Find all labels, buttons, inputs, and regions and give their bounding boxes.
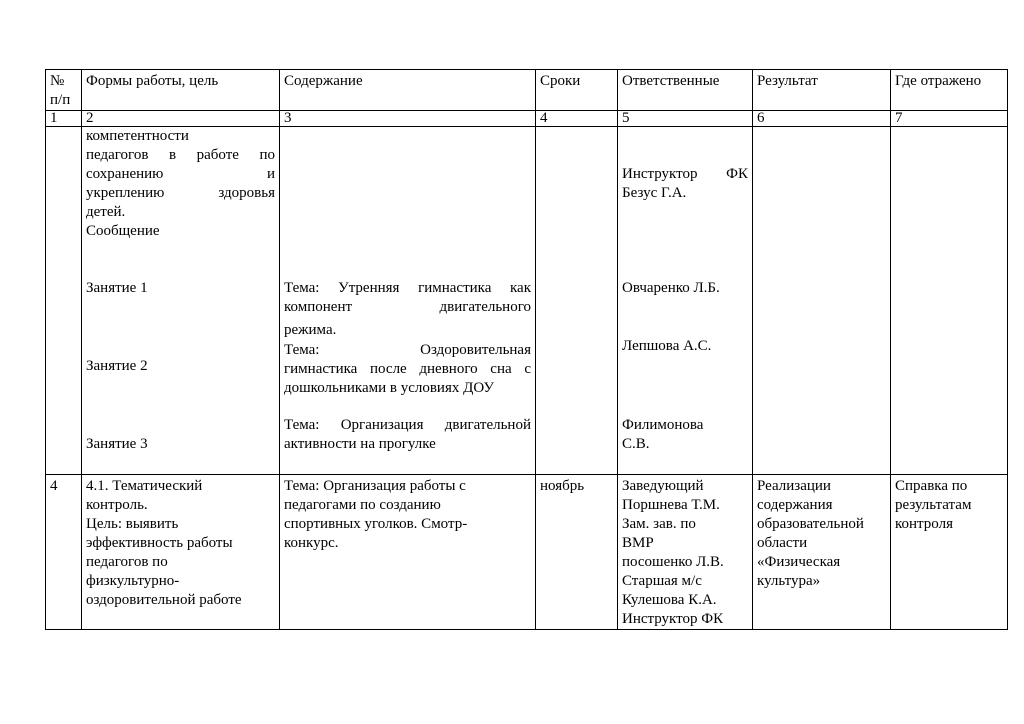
text-line: Зам. зав. по xyxy=(622,516,696,532)
text-line: «Физическая xyxy=(757,554,841,570)
header-responsible: Ответственные xyxy=(618,70,753,111)
text-line: компонент двигательного xyxy=(284,299,531,315)
text-line: физкультурно- xyxy=(86,573,180,589)
text-line: Цель: выявить xyxy=(86,516,179,532)
continued-terms-cell xyxy=(536,127,618,475)
text-line: образовательной xyxy=(757,516,864,532)
column-number: 3 xyxy=(280,111,536,127)
text-line: Кулешова К.А. xyxy=(622,592,717,608)
row-4 xyxy=(46,475,1008,630)
text-line: Поршнева Т.М. xyxy=(622,497,720,513)
header-number-line1: № xyxy=(50,73,65,89)
column-number: 7 xyxy=(891,111,1008,127)
text-line: сохранению и xyxy=(86,166,275,182)
text-line: оздоровительной работе xyxy=(86,592,242,608)
text-line: Инструктор ФК xyxy=(622,166,748,182)
text-line: Филимонова xyxy=(622,417,704,433)
text-line: контроля xyxy=(895,516,953,532)
text-line: педагогами по созданию xyxy=(284,497,441,513)
text-line: 4.1. Тематический xyxy=(86,478,203,494)
text-line: Справка по xyxy=(895,478,968,494)
row-4-term: ноябрь xyxy=(536,475,618,630)
text-line: активности на прогулке xyxy=(284,436,436,452)
text-line: Тема: Организация работы с xyxy=(284,478,466,494)
continued-row xyxy=(46,127,1008,475)
lesson-2-label: Занятие 2 xyxy=(86,358,148,374)
header-reflected: Где отражено xyxy=(891,70,1008,111)
header-row xyxy=(46,70,1008,111)
text-line: педагогов по xyxy=(86,554,168,570)
text-line: Заведующий xyxy=(622,478,704,494)
continued-form-cell xyxy=(82,127,280,475)
header-number xyxy=(46,70,82,111)
column-numbers-row xyxy=(46,111,1008,127)
text-line: Тема: Утренняя гимнастика как xyxy=(284,280,531,296)
text-line: педагогов в работе по xyxy=(86,147,275,163)
header-forms: Формы работы, цель xyxy=(82,70,280,111)
text-line: компетентности xyxy=(86,128,189,144)
text-line: С.В. xyxy=(622,436,650,452)
topic-1 xyxy=(284,279,531,340)
header-terms: Сроки xyxy=(536,70,618,111)
responsible-2: Лепшова А.С. xyxy=(622,338,712,354)
text-line: ВМР xyxy=(622,535,654,551)
topic-3 xyxy=(284,416,531,454)
row-4-reflected xyxy=(891,475,1008,630)
responsible-3 xyxy=(622,416,748,454)
continued-responsible-cell xyxy=(618,127,753,475)
text-line: Тема: Оздоровительная xyxy=(284,342,531,358)
column-number: 5 xyxy=(618,111,753,127)
text-line: конкурс. xyxy=(284,535,339,551)
row-4-responsible xyxy=(618,475,753,630)
row-4-number: 4 xyxy=(46,475,82,630)
text-line: гимнастика после дневного сна с xyxy=(284,361,531,377)
text-line: Старшая м/с xyxy=(622,573,702,589)
text-line: Инструктор ФК xyxy=(622,611,724,627)
text-line: области xyxy=(757,535,808,551)
message-label: Сообщение xyxy=(86,223,160,239)
text-line: режима. xyxy=(284,322,337,338)
topic-2 xyxy=(284,341,531,398)
text-line: дошкольниками в условиях ДОУ xyxy=(284,380,494,396)
column-number: 4 xyxy=(536,111,618,127)
text-line: укреплению здоровья xyxy=(86,185,275,201)
continued-content-cell xyxy=(280,127,536,475)
text-line: посошенко Л.В. xyxy=(622,554,724,570)
lesson-3-label: Занятие 3 xyxy=(86,436,148,452)
row-4-form xyxy=(82,475,280,630)
text-line: культура» xyxy=(757,573,821,589)
text-line: эффективность работы xyxy=(86,535,233,551)
header-result: Результат xyxy=(753,70,891,111)
text-line: Реализации xyxy=(757,478,831,494)
work-plan-table xyxy=(45,69,1008,630)
text-line: спортивных уголков. Смотр- xyxy=(284,516,468,532)
text-line: результатам xyxy=(895,497,972,513)
text-line: детей. xyxy=(86,204,126,220)
row-4-result xyxy=(753,475,891,630)
responsible-1: Овчаренко Л.Б. xyxy=(622,280,720,296)
text-line: содержания xyxy=(757,497,833,513)
column-number: 2 xyxy=(82,111,280,127)
lesson-1-label: Занятие 1 xyxy=(86,280,148,296)
column-number: 1 xyxy=(46,111,82,127)
row-4-content xyxy=(280,475,536,630)
text-line: Тема: Организация двигательной xyxy=(284,417,531,433)
text-line: контроль. xyxy=(86,497,148,513)
header-number-line2: п/п xyxy=(50,92,71,108)
continued-result-cell xyxy=(753,127,891,475)
responsible-instructor xyxy=(622,165,748,203)
continued-reflected-cell xyxy=(891,127,1008,475)
competence-text xyxy=(86,127,275,241)
header-content: Содержание xyxy=(280,70,536,111)
text-line: Безус Г.А. xyxy=(622,185,687,201)
continued-number-cell xyxy=(46,127,82,475)
column-number: 6 xyxy=(753,111,891,127)
